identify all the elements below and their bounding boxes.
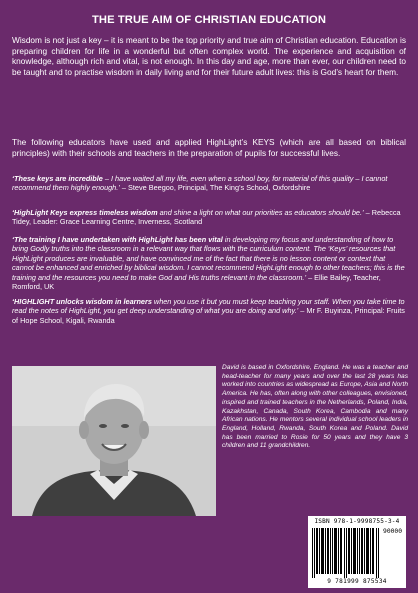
testimonial (12, 208, 406, 227)
author-bio: David is based in Oxfordshire, England. He was a teacher and head-teacher for many years and over the last 28 years has worked into countries as widespread as Europe, Asia and North America. He has, often along with other colleagues, envisioned, inspired and trained teachers in the Netherlands, Poland, India, Kazakhstan, Canada, South Korea, Cambodia and many African nations. He mentors several individual school leaders in England, Holland, Rwanda, South Korea and Poland. David has been married to Rosie for 50 years and they have 3 children and 11 grandchildren. (222, 364, 408, 450)
barcode-block (308, 516, 406, 588)
testimonial-highlight: ‘HIGHLIGHT unlocks wisdom in learners (12, 297, 152, 306)
page-title: THE TRUE AIM OF CHRISTIAN EDUCATION (91, 14, 327, 26)
testimonial (12, 297, 406, 325)
ean-number: 9 781999 875534 (327, 578, 387, 585)
testimonial-body: when you use it but you must keep teaching your staff. When you take time to read the notes of HighLight, you get deep understanding of what you are doing and why.’ (12, 297, 405, 316)
author-portrait-illustration (12, 366, 216, 516)
testimonial-attribution: – Rebecca Tidey, Leader: Grace Learning Centre, Inverness, Scotland (12, 208, 401, 227)
barcode-icon (312, 528, 380, 578)
price-code: 90000 (383, 528, 402, 535)
testimonial-attribution: – Mr F. Buyinza, Principal: Fruits of Hope School, Kigali, Rwanda (12, 306, 405, 325)
educators-lead-paragraph: The following educators have used and applied HighLight’s KEYS (which are all based on biblical principles) with their schools and teachers in the preparation of pupils for successful lives. (12, 137, 406, 158)
isbn-label: ISBN 978-1-9998755-3-4 (314, 518, 400, 525)
testimonial-highlight: ‘The training I have undertaken with HighLight has been vital (12, 235, 223, 244)
testimonial (12, 235, 406, 291)
testimonial-attribution: – Steve Beegoo, Principal, The King’s School, Oxfordshire (119, 183, 311, 193)
testimonial-body: – I have waited all my life, even when a school boy, for material of this quality – I cannot recommend them highly enough.’ (12, 174, 388, 193)
testimonial (12, 174, 406, 193)
testimonial-highlight: ‘HighLight Keys express timeless wisdom (12, 208, 158, 217)
testimonial-attribution: – Ellie Bailey, Teacher, Romford, UK (12, 272, 381, 292)
intro-paragraph: Wisdom is not just a key – it is meant to be the top priority and true aim of Christian education. Education is preparing children for life in a wonderful but often complex world. The experience and acquisition of knowledge, although rich and vital, is not enough. In this day and age, more than ever, our children need to be taught and to practise wisdom in daily living and for their future adult lives: this is God’s heart for them. (12, 35, 406, 77)
testimonial-body: and shine a light on what our priorities as educators should be.’ (157, 208, 364, 217)
author-photo (12, 366, 216, 516)
testimonial-body: in developing my focus and understanding of how to bring Godly truths into the classroom in a relevant way that flows with the curriculum content. The ‘Keys’ resources that HighLight produces are invaluable, and have convinced me of the fact that there is no lesson content or context that cannot be enhanced and enriched by biblical wisdom. I cannot recommend HighLight enough to other teachers; this is the training and the resources you need to make God and His truths relevant in the classroom.’ (12, 235, 405, 282)
testimonial-highlight: ‘These keys are incredible (12, 174, 103, 183)
